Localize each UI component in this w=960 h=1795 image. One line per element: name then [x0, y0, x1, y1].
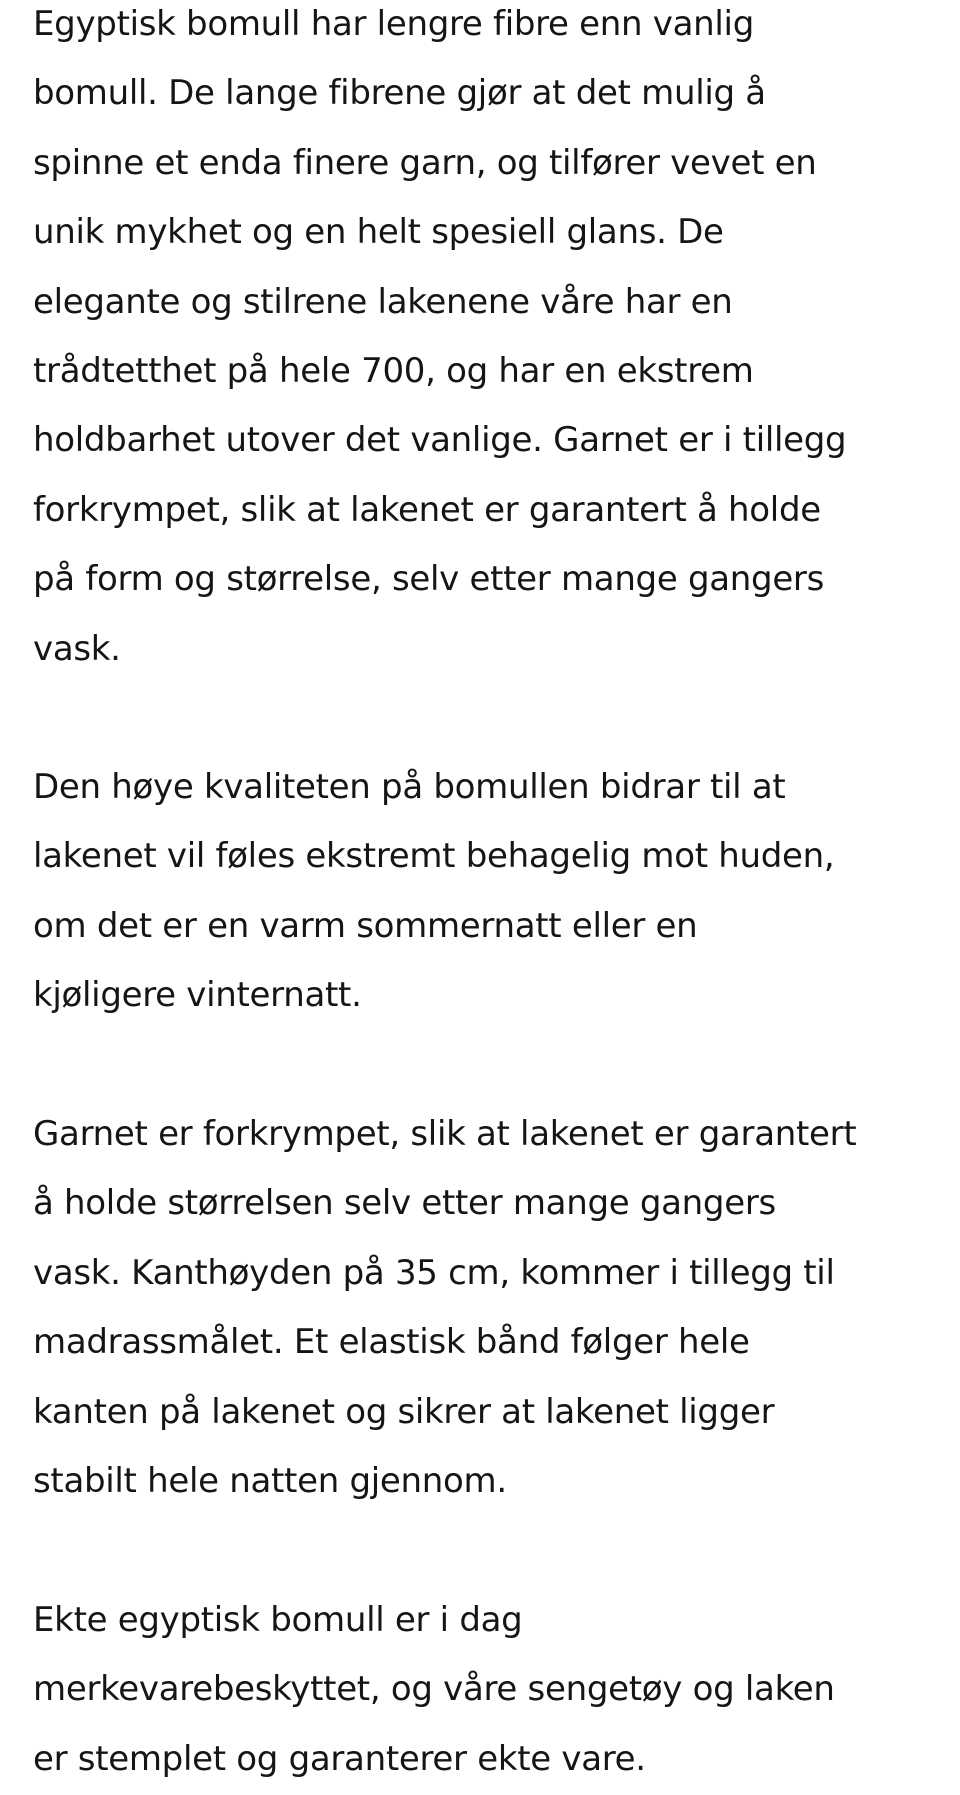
description-paragraph-comfort: Den høye kvaliteten på bomullen bidrar til at lakenet vil føles ekstremt behagelig mot huden, om det er en varm sommernatt eller en kjøligere vinternatt. — [33, 767, 835, 1016]
description-paragraph-fit: Garnet er forkrympet, slik at lakenet er garantert å holde størrelsen selv etter mange gangers vask. Kanthøyden på 35 cm, kommer i tillegg til madrassmålet. Et elastisk bånd følger hele kanten på lakenet og sikrer at lakenet ligger stabilt hele natten gjennom. — [33, 1114, 857, 1502]
description-paragraph-fibres: Egyptisk bomull har lengre fibre enn vanlig bomull. De lange fibrene gjør at det mulig å spinne et enda finere garn, og tilfører vevet en unik mykhet og en helt spesiell glans. De elegante og stilrene lakenene våre har en trådtetthet på hele 700, og har en ekstrem holdbarhet utover det vanlige. Garnet er i tillegg forkrympet, slik at lakenet er garantert å holde på form og størrelse, selv etter mange gangers vask. — [33, 4, 847, 669]
description-paragraph-authenticity: Ekte egyptisk bomull er i dag merkevarebeskyttet, og våre sengetøy og laken er stemplet og garanterer ekte vare. — [33, 1600, 835, 1779]
